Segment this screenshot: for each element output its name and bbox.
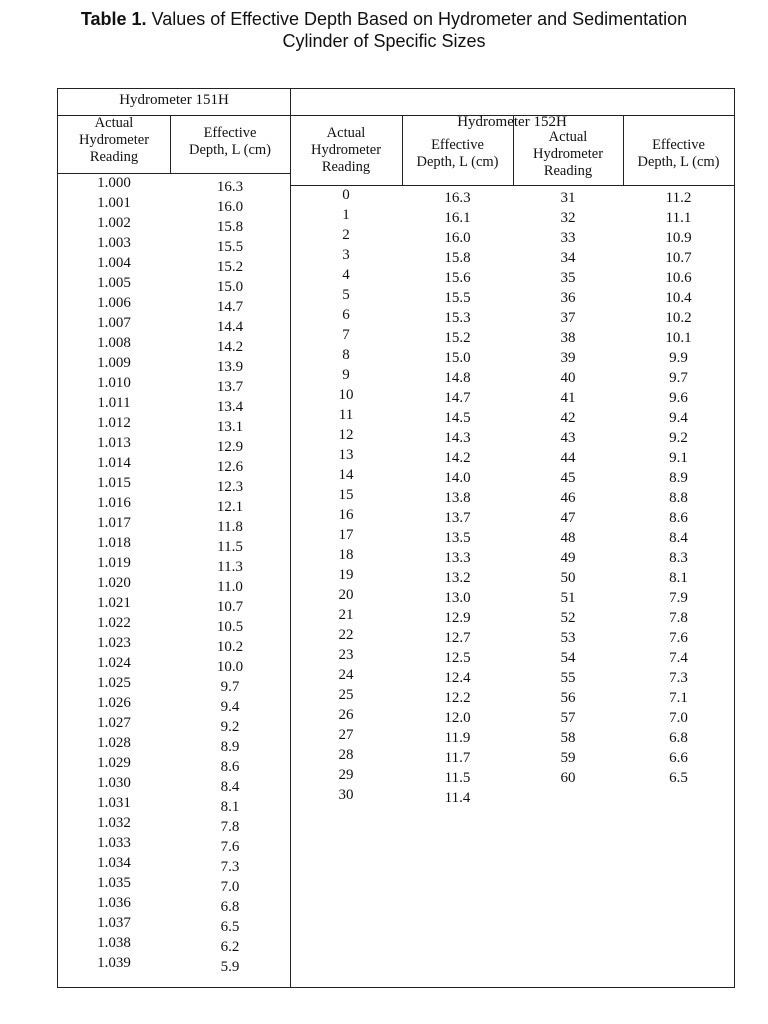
depth-cell: 13.3	[444, 550, 471, 566]
reading-cell: 1.004	[97, 255, 131, 271]
reading-cell: 1.024	[97, 655, 131, 671]
depth-cell: 16.0	[444, 230, 471, 246]
col-151h-depths	[170, 177, 290, 977]
reading-cell: 1.025	[97, 675, 131, 691]
depth-cell: 15.3	[444, 310, 471, 326]
depth-cell: 9.7	[220, 679, 240, 695]
reading-cell: 1.035	[97, 875, 131, 891]
reading-cell: 24	[338, 667, 354, 683]
reading-cell: 43	[560, 430, 576, 446]
header-line: Reading	[321, 159, 371, 175]
depth-cell: 13.7	[444, 510, 471, 526]
header-line: Hydrometer	[78, 132, 150, 148]
depth-cell: 12.5	[444, 650, 471, 666]
col-152h-readings-b	[513, 188, 623, 788]
depth-cell: 7.6	[669, 630, 688, 646]
reading-cell: 59	[560, 750, 576, 766]
depth-cell: 7.8	[669, 610, 688, 626]
depth-cell: 8.1	[220, 799, 240, 815]
depth-cell: 8.6	[669, 510, 688, 526]
depth-cell: 9.4	[669, 410, 688, 426]
col-header-actual-reading	[513, 129, 623, 180]
depth-cell: 6.8	[669, 730, 688, 746]
reading-cell: 54	[560, 650, 576, 666]
reading-cell: 20	[338, 587, 354, 603]
depth-cell: 10.6	[665, 270, 692, 286]
depth-cell: 12.9	[444, 610, 471, 626]
reading-cell: 17	[338, 527, 354, 543]
depth-cell: 8.6	[220, 759, 240, 775]
header-line: Actual	[548, 129, 588, 145]
header-line: Hydrometer	[532, 146, 604, 162]
reading-cell: 30	[338, 787, 354, 803]
reading-cell: 1.011	[97, 395, 131, 411]
reading-cell: 1.027	[97, 715, 131, 731]
col-header-effective-depth	[170, 125, 290, 159]
depth-cell: 12.9	[216, 439, 244, 455]
depth-cell: 15.0	[216, 279, 244, 295]
reading-cell: 1.016	[97, 495, 131, 511]
reading-cell: 1.006	[97, 295, 131, 311]
depth-cell: 5.9	[220, 959, 240, 975]
reading-cell: 1.003	[97, 235, 131, 251]
caption-label: Table 1.	[80, 9, 147, 29]
depth-cell: 16.3	[444, 190, 471, 206]
reading-cell: 1.008	[97, 335, 131, 351]
depth-cell: 16.0	[216, 199, 244, 215]
reading-cell: 1	[342, 207, 350, 223]
reading-cell: 14	[338, 467, 354, 483]
depth-cell: 10.7	[665, 250, 692, 266]
depth-cell: 9.6	[669, 390, 688, 406]
depth-cell: 8.3	[669, 550, 688, 566]
depth-cell: 8.1	[669, 570, 688, 586]
reading-cell: 0	[342, 187, 350, 203]
reading-cell: 1.038	[97, 935, 131, 951]
reading-cell: 41	[560, 390, 576, 406]
reading-cell: 1.020	[97, 575, 131, 591]
depth-cell: 10.2	[665, 310, 692, 326]
depth-cell: 9.2	[669, 430, 688, 446]
depth-cell: 7.3	[220, 859, 240, 875]
reading-cell: 40	[560, 370, 576, 386]
reading-cell: 36	[560, 290, 576, 306]
reading-cell: 32	[560, 210, 576, 226]
reading-cell: 19	[338, 567, 354, 583]
depth-cell: 9.9	[669, 350, 688, 366]
depth-cell: 14.4	[216, 319, 244, 335]
reading-cell: 60	[560, 770, 576, 786]
table-caption	[0, 8, 768, 52]
reading-cell: 9	[342, 367, 350, 383]
reading-cell: 1.017	[97, 515, 131, 531]
reading-cell: 1.033	[97, 835, 131, 851]
reading-cell: 1.021	[97, 595, 131, 611]
depth-cell: 7.4	[669, 650, 688, 666]
reading-cell: 1.001	[97, 195, 131, 211]
depth-cell: 14.2	[444, 450, 471, 466]
depth-cell: 10.4	[665, 290, 692, 306]
header-line: Reading	[543, 163, 593, 179]
col-152h-depths-b	[623, 188, 734, 788]
depth-cell: 12.3	[216, 479, 244, 495]
depth-cell: 6.6	[669, 750, 688, 766]
depth-cell: 15.5	[444, 290, 471, 306]
depth-cell: 8.4	[669, 530, 688, 546]
depth-cell: 15.2	[216, 259, 244, 275]
depth-cell: 11.1	[665, 210, 692, 226]
reading-cell: 23	[338, 647, 354, 663]
reading-cell: 1.018	[97, 535, 131, 551]
depth-cell: 7.3	[669, 670, 688, 686]
col-152h-readings-a	[290, 185, 402, 805]
reading-cell: 47	[560, 510, 576, 526]
reading-cell: 3	[342, 247, 350, 263]
depth-cell: 14.7	[216, 299, 244, 315]
reading-cell: 12	[338, 427, 354, 443]
reading-cell: 52	[560, 610, 576, 626]
reading-cell: 2	[342, 227, 350, 243]
reading-cell: 1.028	[97, 735, 131, 751]
reading-cell: 31	[560, 190, 576, 206]
reading-cell: 48	[560, 530, 576, 546]
depth-cell: 8.8	[669, 490, 688, 506]
depth-cell: 15.8	[216, 219, 244, 235]
reading-cell: 39	[560, 350, 576, 366]
col-header-effective-depth	[623, 137, 734, 171]
depth-cell: 12.7	[444, 630, 471, 646]
reading-cell: 1.005	[97, 275, 131, 291]
reading-cell: 16	[338, 507, 354, 523]
depth-cell: 8.4	[220, 779, 240, 795]
reading-cell: 35	[560, 270, 576, 286]
depth-cell: 16.1	[444, 210, 471, 226]
reading-cell: 1.022	[97, 615, 131, 631]
header-line: Effective	[431, 137, 484, 153]
reading-cell: 1.012	[97, 415, 131, 431]
col-header-actual-reading	[58, 115, 170, 166]
col-151h-readings	[58, 173, 170, 973]
reading-cell: 11	[338, 407, 354, 423]
group-header-152h: Hydrometer 152H	[457, 114, 567, 130]
depth-cell: 11.2	[665, 190, 692, 206]
reading-cell: 1.000	[97, 175, 131, 191]
reading-cell: 1.019	[97, 555, 131, 571]
col-152h-depths-a	[402, 188, 513, 808]
depth-cell: 13.9	[216, 359, 244, 375]
caption-text-line2: Cylinder of Specific Sizes	[282, 31, 486, 51]
depth-cell: 6.2	[220, 939, 240, 955]
depth-cell: 10.2	[216, 639, 244, 655]
depth-cell: 11.9	[444, 730, 471, 746]
reading-cell: 38	[560, 330, 576, 346]
reading-cell: 42	[560, 410, 576, 426]
reading-cell: 51	[560, 590, 576, 606]
depth-cell: 15.8	[444, 250, 471, 266]
reading-cell: 1.032	[97, 815, 131, 831]
depth-cell: 8.9	[669, 470, 688, 486]
reading-cell: 29	[338, 767, 354, 783]
depth-cell: 12.4	[444, 670, 471, 686]
depth-cell: 11.7	[444, 750, 471, 766]
reading-cell: 1.029	[97, 755, 131, 771]
depth-cell: 14.3	[444, 430, 471, 446]
depth-cell: 7.1	[669, 690, 688, 706]
header-line: Depth, L (cm)	[637, 154, 720, 170]
depth-cell: 11.3	[217, 559, 243, 575]
depth-cell: 14.8	[444, 370, 471, 386]
reading-cell: 21	[338, 607, 354, 623]
depth-cell: 12.6	[216, 459, 244, 475]
depth-cell: 8.9	[220, 739, 240, 755]
reading-cell: 1.002	[97, 215, 131, 231]
reading-cell: 1.010	[97, 375, 131, 391]
reading-cell: 56	[560, 690, 576, 706]
reading-cell: 7	[342, 327, 350, 343]
header-line: Effective	[203, 125, 257, 141]
depth-cell: 15.0	[444, 350, 471, 366]
depth-cell: 10.1	[665, 330, 692, 346]
reading-cell: 5	[342, 287, 350, 303]
depth-cell: 12.0	[444, 710, 471, 726]
reading-cell: 57	[560, 710, 576, 726]
depth-cell: 11.5	[217, 539, 243, 555]
reading-cell: 26	[338, 707, 354, 723]
reading-cell: 1.030	[97, 775, 131, 791]
depth-cell: 11.5	[444, 770, 471, 786]
depth-cell: 15.6	[444, 270, 471, 286]
header-line: Depth, L (cm)	[188, 142, 271, 158]
header-line: Actual	[326, 125, 366, 141]
depth-cell: 13.2	[444, 570, 471, 586]
depth-cell: 14.0	[444, 470, 471, 486]
reading-cell: 1.036	[97, 895, 131, 911]
depth-cell: 13.7	[216, 379, 244, 395]
reading-cell: 45	[560, 470, 576, 486]
depth-cell: 6.5	[669, 770, 688, 786]
depth-cell: 12.1	[216, 499, 244, 515]
reading-cell: 55	[560, 670, 576, 686]
depth-cell: 13.8	[444, 490, 471, 506]
depth-cell: 7.9	[669, 590, 688, 606]
reading-cell: 18	[338, 547, 354, 563]
depth-cell: 14.5	[444, 410, 471, 426]
depth-cell: 9.4	[220, 699, 240, 715]
caption-text: Values of Effective Depth Based on Hydrometer and Sedimentation	[151, 9, 688, 29]
depth-cell: 6.8	[220, 899, 240, 915]
depth-cell: 12.2	[444, 690, 471, 706]
depth-cell: 16.3	[216, 179, 244, 195]
reading-cell: 28	[338, 747, 354, 763]
reading-cell: 1.026	[97, 695, 131, 711]
reading-cell: 1.031	[97, 795, 131, 811]
depth-cell: 11.8	[217, 519, 243, 535]
depth-cell: 11.0	[217, 579, 243, 595]
group-header-151h: Hydrometer 151H	[119, 92, 229, 108]
depth-cell: 7.0	[669, 710, 688, 726]
reading-cell: 1.037	[97, 915, 131, 931]
reading-cell: 1.007	[97, 315, 131, 331]
depth-cell: 9.2	[220, 719, 240, 735]
reading-cell: 25	[338, 687, 354, 703]
header-line: Reading	[89, 149, 139, 165]
reading-cell: 13	[338, 447, 354, 463]
depth-cell: 11.4	[444, 790, 471, 806]
reading-cell: 27	[338, 727, 354, 743]
col-header-effective-depth	[402, 137, 513, 171]
depth-cell: 13.0	[444, 590, 471, 606]
depth-cell: 10.0	[216, 659, 244, 675]
reading-cell: 10	[338, 387, 354, 403]
depth-cell: 13.5	[444, 530, 471, 546]
reading-cell: 50	[560, 570, 576, 586]
reading-cell: 44	[560, 450, 576, 466]
reading-cell: 46	[560, 490, 576, 506]
depth-cell: 10.5	[216, 619, 244, 635]
depth-cell: 15.2	[444, 330, 471, 346]
depth-cell: 10.9	[665, 230, 692, 246]
header-line: Hydrometer	[310, 142, 382, 158]
reading-cell: 8	[342, 347, 350, 363]
reading-cell: 1.023	[97, 635, 131, 651]
depth-cell: 6.5	[220, 919, 240, 935]
reading-cell: 53	[560, 630, 576, 646]
reading-cell: 34	[560, 250, 576, 266]
depth-cell: 13.4	[216, 399, 244, 415]
reading-cell: 1.009	[97, 355, 131, 371]
reading-cell: 58	[560, 730, 576, 746]
header-line: Depth, L (cm)	[416, 154, 499, 170]
depth-cell: 13.1	[216, 419, 244, 435]
depth-cell: 7.6	[220, 839, 240, 855]
reading-cell: 22	[338, 627, 354, 643]
depth-cell: 7.0	[220, 879, 240, 895]
reading-cell: 1.039	[97, 955, 131, 971]
depth-cell: 10.7	[216, 599, 244, 615]
reading-cell: 37	[560, 310, 576, 326]
header-line: Actual	[94, 115, 134, 131]
reading-cell: 1.015	[97, 475, 131, 491]
reading-cell: 4	[342, 267, 350, 283]
reading-cell: 1.034	[97, 855, 131, 871]
depth-cell: 7.8	[220, 819, 240, 835]
reading-cell: 15	[338, 487, 354, 503]
depth-cell: 9.7	[669, 370, 688, 386]
depth-cell: 9.1	[669, 450, 688, 466]
depth-cell: 15.5	[216, 239, 244, 255]
reading-cell: 33	[560, 230, 576, 246]
reading-cell: 49	[560, 550, 576, 566]
depth-cell: 14.7	[444, 390, 471, 406]
depth-cell: 14.2	[216, 339, 244, 355]
header-line: Effective	[652, 137, 705, 153]
col-header-actual-reading	[290, 125, 402, 176]
reading-cell: 1.013	[97, 435, 131, 451]
reading-cell: 1.014	[97, 455, 131, 471]
depth-table	[57, 88, 735, 988]
reading-cell: 6	[342, 307, 350, 323]
